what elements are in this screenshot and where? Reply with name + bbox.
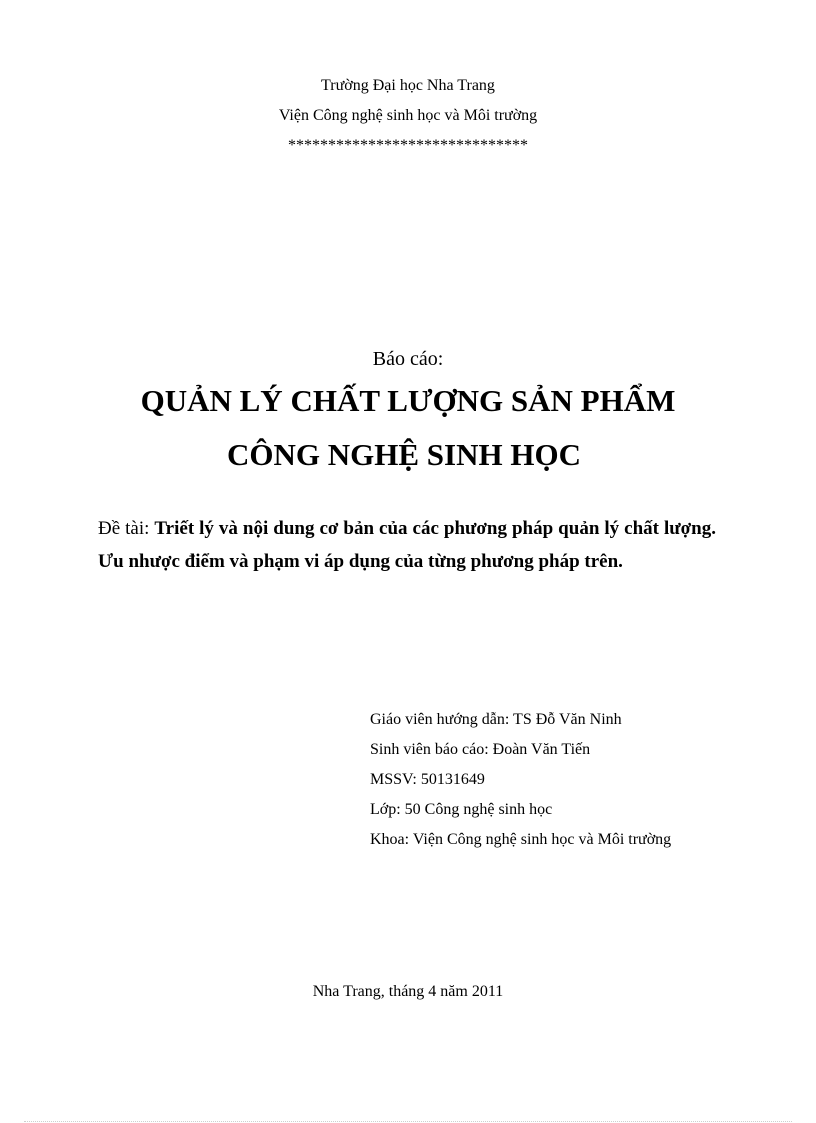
topic-text: Triết lý và nội dung cơ bản của các phương pháp quản lý chất lượng. Ưu nhược điểm và phạm vi áp dụng của từng phương pháp trên. bbox=[98, 518, 716, 572]
class-line: Lớp: 50 Công nghệ sinh học bbox=[370, 801, 553, 818]
topic-paragraph bbox=[98, 512, 716, 578]
place-date: Nha Trang, tháng 4 năm 2011 bbox=[312, 983, 504, 1000]
university-name: Trường Đại học Nha Trang bbox=[321, 77, 495, 94]
main-title-line-2: CÔNG NGHỆ SINH HỌC bbox=[227, 437, 581, 472]
faculty-line: Khoa: Viện Công nghệ sinh học và Môi trường bbox=[370, 831, 672, 848]
main-title-line-1: QUẢN LÝ CHẤT LƯỢNG SẢN PHẨM bbox=[140, 383, 676, 418]
page-bottom-rule bbox=[24, 1121, 792, 1122]
header-stars-divider: ****************************** bbox=[288, 137, 528, 154]
institute-name: Viện Công nghệ sinh học và Môi trường bbox=[278, 107, 538, 124]
report-label: Báo cáo: bbox=[372, 348, 444, 370]
topic-prefix: Đề tài: bbox=[98, 518, 155, 539]
student-line: Sinh viên báo cáo: Đoàn Văn Tiến bbox=[370, 741, 591, 758]
student-id-line: MSSV: 50131649 bbox=[370, 771, 485, 788]
supervisor-line: Giáo viên hướng dẫn: TS Đỗ Văn Ninh bbox=[370, 711, 622, 728]
